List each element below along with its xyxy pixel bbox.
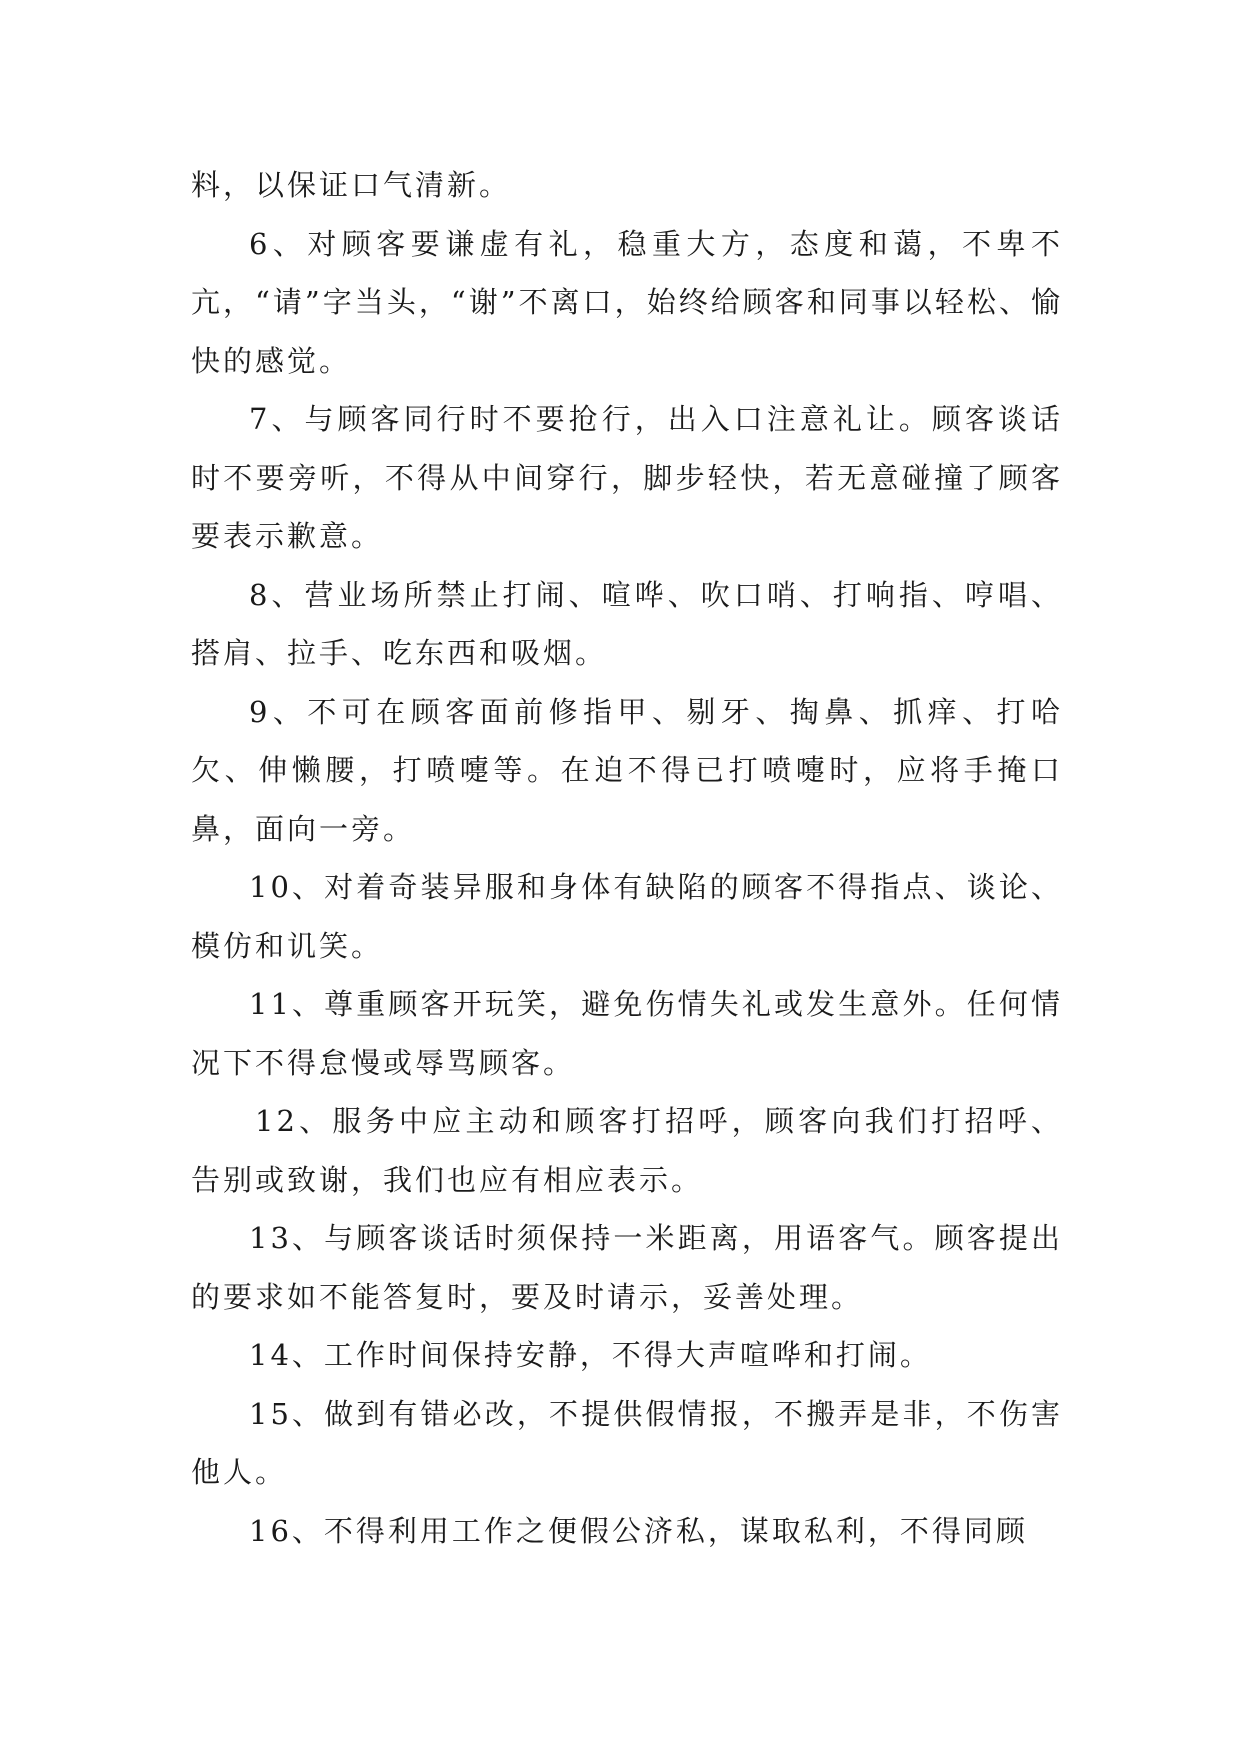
paragraph-continuation: 料，以保证口气清新。 bbox=[191, 168, 512, 202]
paragraph-item-6: 6、对顾客要谦虚有礼，稳重大方，态度和蔼，不卑不亢，“请”字当头，“谢”不离口，始终给顾客和同事以轻松、愉快的感觉。 bbox=[191, 226, 1063, 378]
paragraph-item-15: 15、做到有错必改，不提供假情报，不搬弄是非，不伤害他人。 bbox=[191, 1396, 1063, 1489]
document-body bbox=[191, 156, 1063, 1560]
paragraph-item-7: 7、与顾客同行时不要抢行，出入口注意礼让。顾客谈话时不要旁听，不得从中间穿行，脚步轻快，若无意碰撞了顾客要表示歉意。 bbox=[191, 402, 1063, 553]
paragraph-item-10: 10、对着奇装异服和身体有缺陷的顾客不得指点、谈论、模仿和讥笑。 bbox=[191, 870, 1063, 963]
paragraph-item-12: 12、服务中应主动和顾客打招呼，顾客向我们打招呼、告别或致谢，我们也应有相应表示。 bbox=[191, 1104, 1063, 1197]
paragraph-item-11: 11、尊重顾客开玩笑，避免伤情失礼或发生意外。任何情况下不得怠慢或辱骂顾客。 bbox=[191, 987, 1063, 1080]
paragraph-item-9: 9、不可在顾客面前修指甲、剔牙、掏鼻、抓痒、打哈欠、伸懒腰，打喷嚏等。在迫不得已打喷嚏时，应将手掩口鼻，面向一旁。 bbox=[191, 694, 1063, 846]
paragraph-item-16: 16、不得利用工作之便假公济私，谋取私利，不得同顾 bbox=[249, 1513, 1028, 1548]
paragraph-item-14: 14、工作时间保持安静，不得大声喧哗和打闹。 bbox=[249, 1338, 932, 1372]
paragraph-item-13: 13、与顾客谈话时须保持一米距离，用语客气。顾客提出的要求如不能答复时，要及时请示，妥善处理。 bbox=[191, 1221, 1063, 1314]
paragraph-item-8: 8、营业场所禁止打闹、喧哗、吹口哨、打响指、哼唱、搭肩、拉手、吃东西和吸烟。 bbox=[191, 577, 1063, 670]
